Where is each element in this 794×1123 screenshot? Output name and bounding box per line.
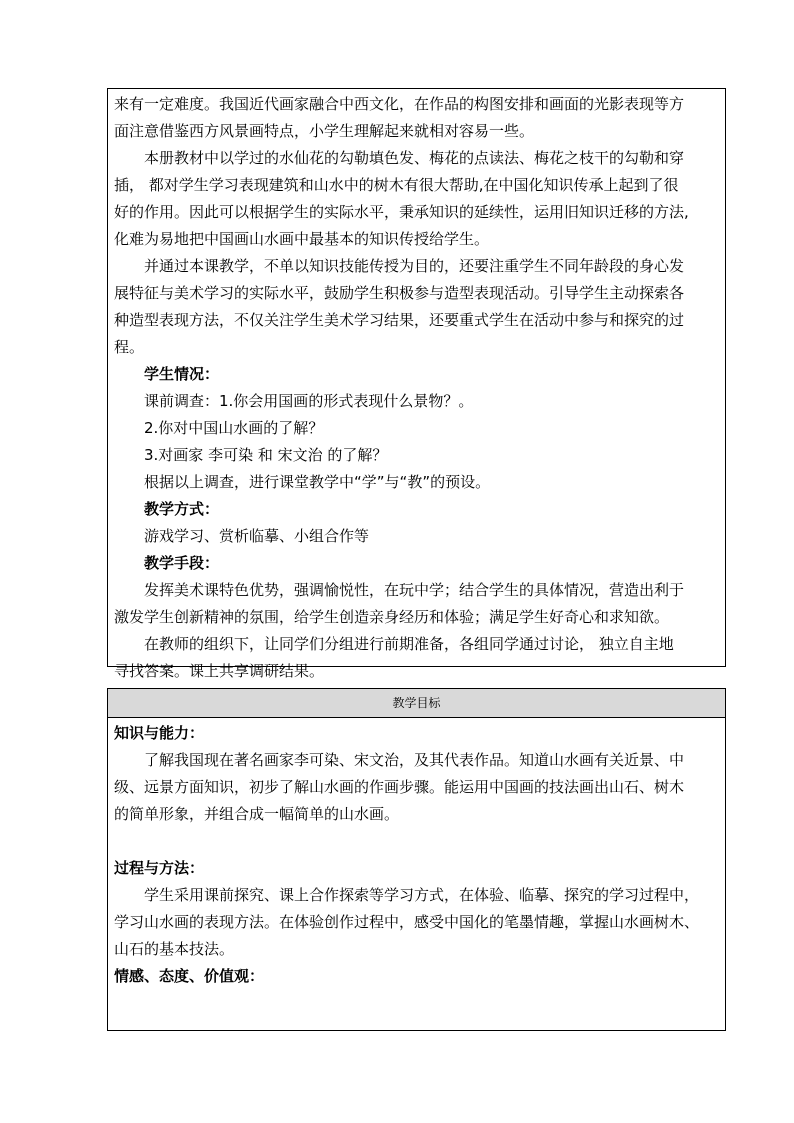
text-line: 发挥美术课特色优势，强调愉悦性，在玩中学；结合学生的具体情况，营造出利于 (144, 581, 685, 599)
blank-line (114, 828, 719, 855)
text-line: 程。 (114, 338, 145, 356)
teaching-method-text: 游戏学习、赏析临摹、小组合作等 (144, 527, 370, 545)
lesson-analysis-box (107, 88, 726, 680)
text-line: 并通过本课教学，不单以知识技能传授为目的，还要注重学生不同年龄段的身心发 (144, 257, 685, 275)
text-line: 在教师的组织下，让同学们分组进行前期准备，各组同学通过讨论， 独立自主地 (144, 635, 674, 653)
text-line: 好的作用。因此可以根据学生的实际水平，秉承知识的延续性，运用旧知识迁移的方法, (114, 203, 689, 221)
text-line: 学生采用课前探究、课上合作探索等学习方式，在体验、临摹、探究的学习过程中， (144, 886, 700, 904)
text-line: 学习山水画的表现方法。在体验创作过程中，感受中国化的笔墨情趣，掌握山水画树木、 (114, 913, 700, 931)
text-line: 面注意借鉴西方风景画特点，小学生理解起来就相对容易一些。 (114, 122, 535, 140)
text-line: 种造型表现方法，不仅关注学生美术学习结果，还要重式学生在活动中参与和探究的过 (114, 311, 685, 329)
emotion-attitude-heading: 情感、态度、价值观： (114, 967, 265, 985)
text-line: 级、远景方面知识，初步了解山水画的作画步骤。能运用中国画的技法画出山石、树木 (114, 778, 685, 796)
text-line: 激发学生创新精神的氛围，给学生创造亲身经历和体验；满足学生好奇心和求知欲。 (114, 608, 670, 626)
text-line: 插， 都对学生学习表现建筑和山水中的树木有很大帮助,在中国化知识传承上起到了很 (114, 176, 679, 194)
survey-line: 3.对画家 李可染 和 宋文治 的了解？ (144, 446, 388, 464)
teaching-method-heading: 教学方式： (144, 500, 220, 518)
teaching-objectives-box (107, 688, 726, 1031)
survey-line: 根据以上调查，进行课堂教学中“学”与“教”的预设。 (144, 473, 491, 491)
teaching-means-heading: 教学手段： (144, 554, 220, 572)
survey-line: 2.你对中国山水画的了解？ (144, 419, 324, 437)
text-line: 山石的基本技法。 (114, 940, 235, 958)
text-line: 化难为易地把中国画山水画中最基本的知识传授给学生。 (114, 230, 490, 248)
text-line: 的简单形象，并组合成一幅简单的山水画。 (114, 805, 400, 823)
text-line: 了解我国现在著名画家李可染、宋文治，及其代表作品。知道山水画有关近景、中 (144, 751, 685, 769)
text-line: 展特征与美术学习的实际水平，鼓励学生积极参与造型表现活动。引导学生主动探索各 (114, 284, 685, 302)
text-line: 本册教材中以学过的水仙花的勾勒填色发、梅花的点读法、梅花之枝干的勾勒和穿 (144, 149, 685, 167)
text-line: 寻找答案。课上共享调研结果。 (114, 662, 325, 680)
teaching-objectives-header: 教学目标 (108, 689, 725, 718)
survey-line: 课前调查：1.你会用国画的形式表现什么景物？。 (144, 392, 474, 410)
student-situation-heading: 学生情况： (144, 365, 220, 383)
text-line: 来有一定难度。我国近代画家融合中西文化，在作品的构图安排和画面的光影表现等方 (114, 95, 685, 113)
knowledge-ability-heading: 知识与能力： (114, 724, 205, 742)
process-method-heading: 过程与方法： (114, 859, 205, 877)
